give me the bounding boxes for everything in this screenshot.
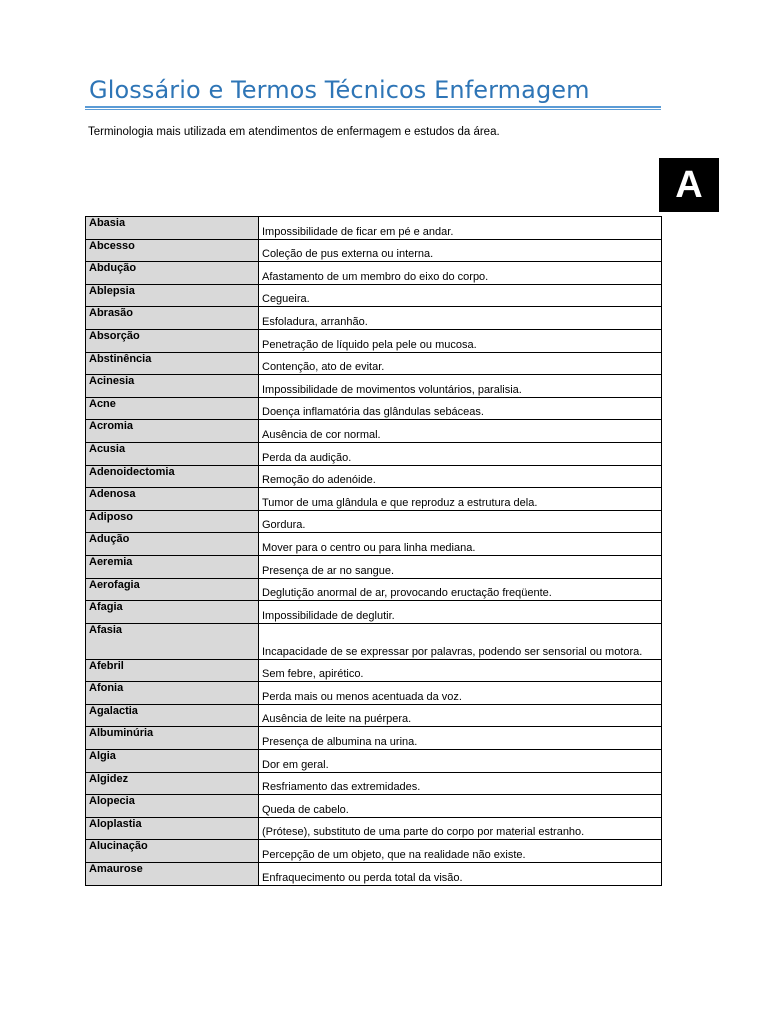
table-row — [86, 750, 662, 773]
table-row — [86, 840, 662, 863]
glossary-term: Acusia — [86, 442, 259, 465]
glossary-term: Alucinação — [86, 840, 259, 863]
table-row — [86, 623, 662, 659]
glossary-term: Albuminúria — [86, 727, 259, 750]
glossary-definition: Esfoladura, arranhão. — [259, 307, 662, 330]
table-row — [86, 863, 662, 886]
glossary-term: Aerofagia — [86, 578, 259, 601]
glossary-term: Adução — [86, 533, 259, 556]
glossary-term: Agalactia — [86, 704, 259, 727]
table-row — [86, 533, 662, 556]
page-subtitle: Terminologia mais utilizada em atendimentos de enfermagem e estudos da área. — [88, 126, 500, 138]
glossary-definition: Queda de cabelo. — [259, 795, 662, 818]
glossary-definition: Doença inflamatória das glândulas sebáceas. — [259, 397, 662, 420]
glossary-term: Adiposo — [86, 510, 259, 533]
glossary-definition: Ausência de leite na puérpera. — [259, 704, 662, 727]
table-row — [86, 727, 662, 750]
title-underline-thin — [85, 109, 661, 110]
table-row — [86, 239, 662, 262]
title-underline — [85, 106, 661, 108]
glossary-definition: Tumor de uma glândula e que reproduz a estrutura dela. — [259, 488, 662, 511]
glossary-definition: Impossibilidade de ficar em pé e andar. — [259, 217, 662, 240]
glossary-term: Aloplastia — [86, 817, 259, 840]
table-row — [86, 601, 662, 624]
table-row — [86, 329, 662, 352]
glossary-term: Adenoidectomia — [86, 465, 259, 488]
table-row — [86, 510, 662, 533]
section-letter-badge: A — [659, 158, 719, 212]
glossary-definition: Resfriamento das extremidades. — [259, 772, 662, 795]
glossary-definition: Impossibilidade de deglutir. — [259, 601, 662, 624]
glossary-term: Acinesia — [86, 375, 259, 398]
glossary-definition: Penetração de líquido pela pele ou mucosa. — [259, 329, 662, 352]
glossary-definition: Coleção de pus externa ou interna. — [259, 239, 662, 262]
table-row — [86, 659, 662, 682]
glossary-definition: Enfraquecimento ou perda total da visão. — [259, 863, 662, 886]
table-row — [86, 555, 662, 578]
glossary-term: Algidez — [86, 772, 259, 795]
glossary-definition: Percepção de um objeto, que na realidade não existe. — [259, 840, 662, 863]
glossary-definition: Cegueira. — [259, 284, 662, 307]
glossary-term: Ablepsia — [86, 284, 259, 307]
glossary-term: Abasia — [86, 217, 259, 240]
table-row — [86, 375, 662, 398]
glossary-term: Adenosa — [86, 488, 259, 511]
glossary-term: Alopecia — [86, 795, 259, 818]
glossary-definition: Presença de ar no sangue. — [259, 555, 662, 578]
glossary-term: Afagia — [86, 601, 259, 624]
table-row — [86, 262, 662, 285]
glossary-table — [85, 216, 662, 886]
glossary-definition: Sem febre, apirético. — [259, 659, 662, 682]
glossary-definition: Presença de albumina na urina. — [259, 727, 662, 750]
table-row — [86, 420, 662, 443]
table-row — [86, 704, 662, 727]
glossary-term: Amaurose — [86, 863, 259, 886]
table-row — [86, 795, 662, 818]
glossary-term: Aeremia — [86, 555, 259, 578]
table-row — [86, 307, 662, 330]
table-row — [86, 465, 662, 488]
glossary-definition: Dor em geral. — [259, 750, 662, 773]
glossary-term: Abstinência — [86, 352, 259, 375]
table-row — [86, 217, 662, 240]
glossary-definition: Deglutição anormal de ar, provocando eructação freqüente. — [259, 578, 662, 601]
glossary-term: Abdução — [86, 262, 259, 285]
glossary-definition: Gordura. — [259, 510, 662, 533]
glossary-definition: Impossibilidade de movimentos voluntários, paralisia. — [259, 375, 662, 398]
glossary-term: Acne — [86, 397, 259, 420]
glossary-definition: Afastamento de um membro do eixo do corpo. — [259, 262, 662, 285]
table-row — [86, 817, 662, 840]
glossary-definition: (Prótese), substituto de uma parte do corpo por material estranho. — [259, 817, 662, 840]
page-title: Glossário e Termos Técnicos Enfermagem — [89, 76, 590, 104]
glossary-term: Afasia — [86, 623, 259, 659]
table-row — [86, 578, 662, 601]
glossary-term: Absorção — [86, 329, 259, 352]
glossary-definition: Remoção do adenóide. — [259, 465, 662, 488]
glossary-term: Acromia — [86, 420, 259, 443]
glossary-definition: Incapacidade de se expressar por palavras, podendo ser sensorial ou motora. — [259, 623, 662, 659]
glossary-definition: Perda mais ou menos acentuada da voz. — [259, 682, 662, 705]
glossary-term: Abrasão — [86, 307, 259, 330]
table-row — [86, 284, 662, 307]
glossary-definition: Perda da audição. — [259, 442, 662, 465]
table-row — [86, 397, 662, 420]
glossary-definition: Ausência de cor normal. — [259, 420, 662, 443]
table-row — [86, 352, 662, 375]
glossary-term: Afonia — [86, 682, 259, 705]
table-row — [86, 442, 662, 465]
glossary-table-body — [86, 217, 662, 886]
table-row — [86, 772, 662, 795]
glossary-definition: Contenção, ato de evitar. — [259, 352, 662, 375]
glossary-term: Algia — [86, 750, 259, 773]
table-row — [86, 682, 662, 705]
table-row — [86, 488, 662, 511]
glossary-term: Afebril — [86, 659, 259, 682]
glossary-term: Abcesso — [86, 239, 259, 262]
glossary-definition: Mover para o centro ou para linha mediana. — [259, 533, 662, 556]
